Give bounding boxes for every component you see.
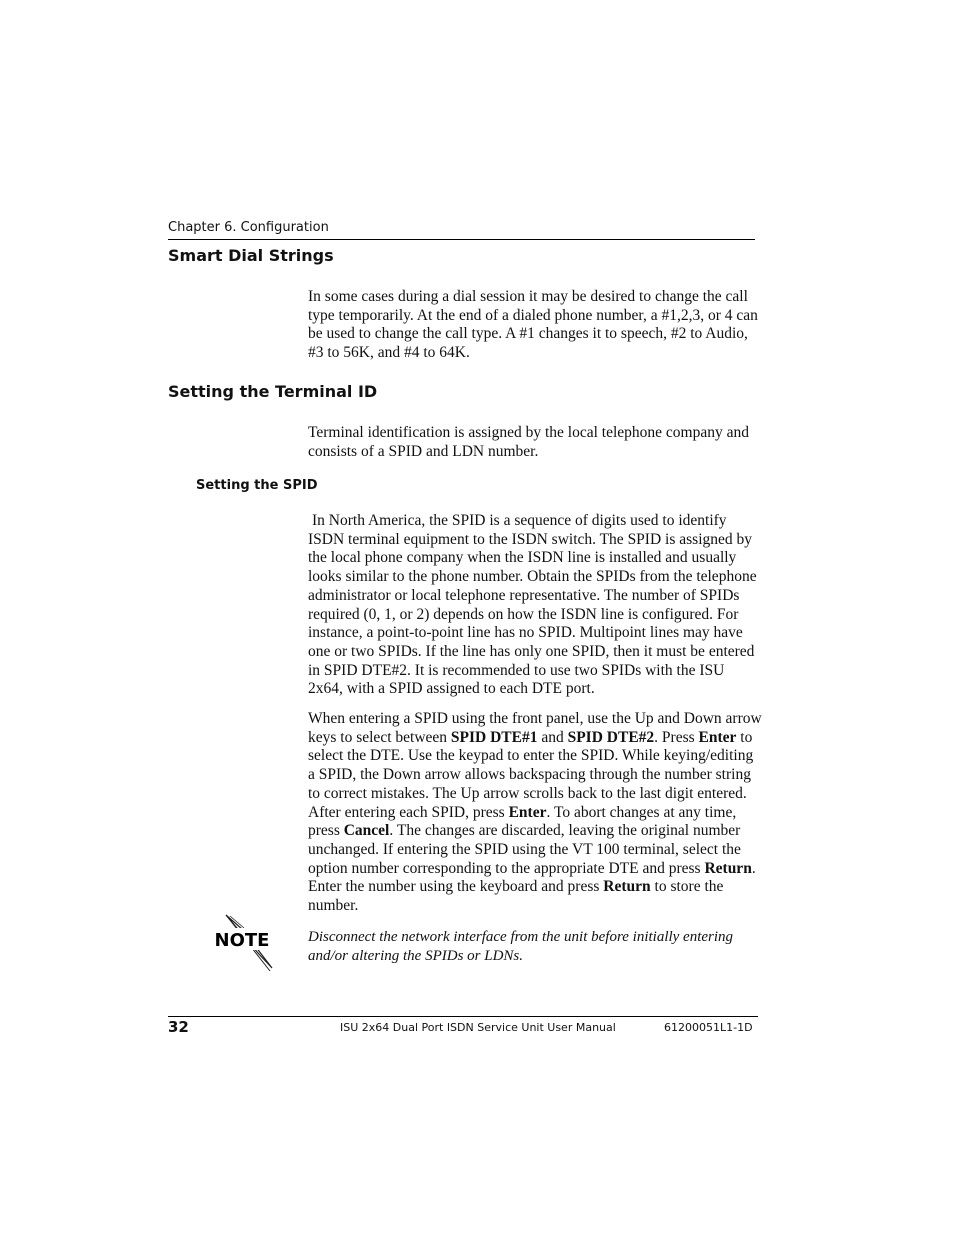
- note-text: Disconnect the network interface from the unit before initially entering and/or altering the SPIDs or LDNs.: [308, 929, 734, 964]
- terminal-id-paragraph: Terminal identification is assigned by the local telephone company and consists of a SPID and LDN number.: [308, 424, 749, 460]
- running-head: Chapter 6. Configuration: [168, 220, 329, 235]
- heading-setting-terminal-id: Setting the Terminal ID: [168, 382, 378, 401]
- heading-smart-dial-strings: Smart Dial Strings: [168, 246, 334, 265]
- page-number: 32: [168, 1018, 189, 1036]
- spid-paragraph-2: When entering a SPID using the front panel, use the Up and Down arrow keys to select between SPID DTE#1 and SPID DTE#2. Press Enter to select the DTE. Use the keypad to enter the SPID. While keying/editing a SPID, the Down arrow allows backspacing through the number string to correct mistakes. The Up arrow scrolls back to the last digit entered. After entering each SPID, press Enter. To abort changes at any time, press Cancel. The changes are discarded, leaving the original number unchanged. If entering the SPID using the VT 100 terminal, select the option number corresponding to the appropriate DTE and press Return. Enter the number using the keyboard and press Return to store the number.: [308, 710, 762, 915]
- spid-paragraph-1: In North America, the SPID is a sequence of digits used to identify ISDN terminal equipment to the ISDN switch. The SPID is assigned by the local phone company when the ISDN line is installed and usually looks similar to the phone number. Obtain the SPIDs from the telephone administrator or local telephone representative. The number of SPIDs required (0, 1, or 2) depends on how the ISDN line is configured. For instance, a point-to-point line has no SPID. Multipoint lines may have one or two SPIDs. If the line has only one SPID, then it must be entered in SPID DTE#2. It is recommended to use two SPIDs with the ISU 2x64, with a SPID assigned to each DTE port.: [308, 512, 757, 698]
- footer-doc-number: 61200051L1-1D: [664, 1021, 753, 1034]
- note-icon-label: NOTE: [214, 930, 270, 951]
- note-icon: [212, 913, 274, 973]
- footer-rule: [168, 1016, 758, 1017]
- heading-setting-the-spid: Setting the SPID: [196, 478, 318, 493]
- header-rule: [168, 239, 755, 240]
- footer-manual-title: ISU 2x64 Dual Port ISDN Service Unit User Manual: [340, 1021, 616, 1034]
- smart-dial-paragraph: In some cases during a dial session it may be desired to change the call type temporarily. At the end of a dialed phone number, a #1,2,3, or 4 can be used to change the call type. A #1 changes it to speech, #2 to Audio, #3 to 56K, and #4 to 64K.: [308, 288, 758, 362]
